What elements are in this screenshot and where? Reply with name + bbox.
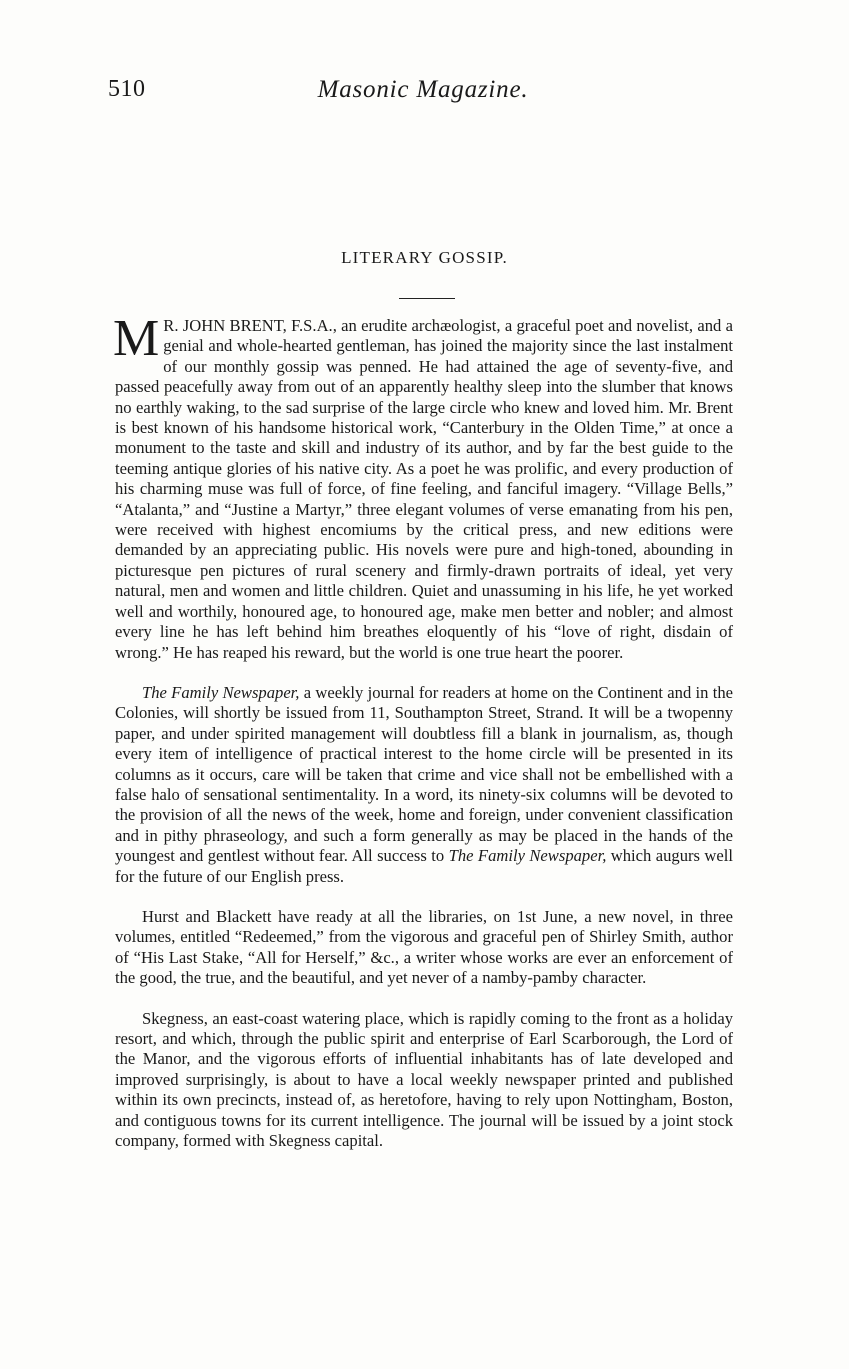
paragraph-brent-obituary [113, 310, 733, 663]
magazine-title: Masonic Magazine. [317, 76, 529, 103]
section-title: LITERARY GOSSIP. [341, 248, 508, 267]
italic-title: The Family Newspaper, [142, 682, 300, 702]
paragraph-text: Skegness, an east-coast watering place, which is rapidly coming to the front as a holiday resort, and which, through the public spirit and enterprise of Earl Scarborough, the Lord of the Manor, and the vigorous efforts of influential inhabitants has of late developed and improved surprisingly, is about to have a local weekly newspaper printed and published within its own precincts, instead of, as heretofore, having to rely upon Nottingham, Boston, and contiguous towns for its current intelligence. The journal will be issued by a joint stock company, formed with Skegness capital. [115, 1008, 733, 1151]
paragraph-text: a weekly journal for readers at home on the Continent and in the Colonies, will shortly be issued from 11, Southampton Street, Strand. It will be a twopenny paper, and under spirited management will doubtless fill a blank in journalism, as, though every item of intelligence of practical interest to the home circle will be presented in its columns as it occurs, care will be taken that crime and vice shall not be embellished with a false halo of sensational sentimentality. In a word, its ninety-six columns will be devoted to the provision of all the news of the week, home and foreign, under convenient classification and in pithy phraseology, and such a form generally as may be placed in the hands of the youngest and gentlest without fear. All success to [115, 682, 734, 866]
drop-cap: M [113, 310, 160, 367]
paragraph-skegness [115, 1009, 733, 1152]
paragraph-family-newspaper [115, 683, 733, 887]
page-number: 510 [108, 76, 146, 102]
paragraph-text: which augurs well for the future of our English press. [115, 846, 733, 886]
title-divider [399, 298, 455, 299]
running-head [108, 76, 738, 116]
paragraph-text: Hurst and Blackett have ready at all the libraries, on 1st June, a new novel, in three volumes, entitled “Redeemed,” from the vigorous and graceful pen of Shirley Smith, author of “His Last Stake, “All for Herself,” &c., a writer whose works are ever an enforcement of the good, the true, and the beautiful, and yet never of a namby-pamby character. [115, 906, 733, 988]
italic-title: The Family Newspaper, [448, 846, 607, 866]
paragraph-text: an erudite archæologist, a graceful poet and novelist, and a genial and whole-hearted gentleman, has joined the majority since the last instalment of our monthly gossip was penned. He had attained the age of seventy-five, and passed peacefully away from out of an apparently healthy sleep into the slumber that knows no earthly waking, to the sad surprise of the large circle who knew and loved him. Mr. Brent is best known of his handsome historical work, “Canterbury in the Olden Time,” at once a monument to the taste and skill and industry of its author, and by far the best guide to the teeming antique glories of his native city. As a poet he was prolific, and every production of his charming muse was full of force, of fine feeling, and fanciful imagery. “Village Bells,” “Atalanta,” and “Justine a Martyr,” three elegant volumes of verse emanating from his pen, were received with highest encomiums by the critical press, and new editions were demanded by an appreciating public. His novels were pure and high-toned, abounding in picturesque pen pictures of rural scenery and firmly-drawn portraits of ideal, yet very natural, men and women and little children. Quiet and unassuming in his life, he yet worked well and worthily, honoured age, to honoured age, make men better and nobler; and almost every line he has left behind him breathes eloquently of his “love of right, disdain of wrong.” He has reaped his reward, but the world is one true heart the poorer. [115, 316, 733, 662]
article-body [113, 310, 734, 1171]
paragraph-hurst-blackett [115, 907, 733, 989]
paragraph-lead: R. JOHN BRENT, F.S.A., [163, 316, 337, 335]
